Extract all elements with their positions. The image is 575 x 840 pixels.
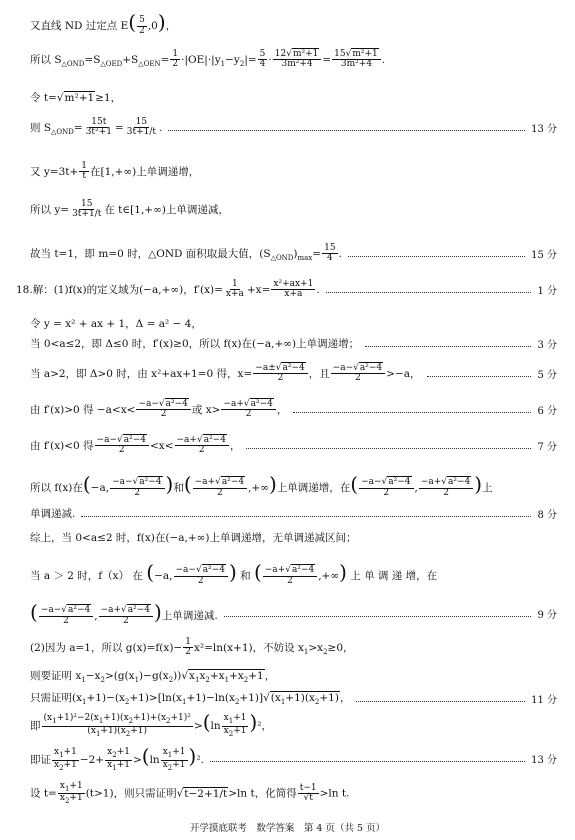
line-3-text: 令 t=√m²+1≥1， [30, 92, 122, 104]
leader-dots [326, 292, 532, 293]
score-3: 3 分 [537, 340, 557, 351]
line-24 [30, 782, 557, 805]
line-12-text: 由 f′(x)>0 得 −a<x< $\frac{\text{−a−√a²−4}}{2}$ 或 x> $\frac{\text{−a+√a²−4}}{2}$ ， [30, 399, 288, 420]
line-23-text: 即证 $\frac{x_1+1}{x_2+1}$ −2+ $\frac{x_2+1}{x_1+1}$ >(ln $\frac{x_1+1}{x_2+1}$ )². [30, 744, 204, 772]
line-5-text: 又 y=3t+ $\frac{1}{t}$ 在[1,+∞)上单调递增， [30, 161, 200, 182]
line-2-text: 所以 $S_{\triangle OND}=S_{\triangle OED}+S_{\triangle OEN}=$ $\frac{1}{2}$ $\cdot|OE|\cdot|y_1-y_2|=$ $\frac{5}{4}$ · $\frac{\text{12√m²+1}}{\text{3m²+4}}$ = $\frac{\text{15√m²+1}}{\text{3m²+4}}$ . [30, 49, 386, 70]
score-8: 8 分 [537, 510, 557, 521]
line-10-text: 当 0<a≤2，即 Δ≤0 时，f′(x)≥0，所以 f(x)在(−a,+∞)上单调递增； [30, 338, 360, 350]
line-20 [30, 668, 557, 684]
line-22 [30, 712, 557, 738]
leader-dots [168, 130, 525, 131]
line-11 [30, 364, 557, 384]
line-16-text: 综上，当 0<a≤2 时，f(x)在(−a,+∞)上单调递增，无单调递减区间； [30, 532, 357, 544]
leader-dots [293, 412, 531, 413]
line-13 [30, 436, 557, 456]
line-9 [30, 316, 557, 331]
line-17-text: 当 a ＞ 2 时，f（x） 在 (−a, $\frac{\text{−a−√a²−4}}{2}$ ) 和 ( $\frac{\text{−a+√a²−4}}{2}$ ,+∞) 上 单 调 递 增，在 [30, 560, 438, 586]
line-1-text: 又直线 ND 过定点 E( $\frac{5}{2}$ ,0)， [30, 10, 177, 36]
line-24-text: 设 t= $\frac{x_1+1}{x_2+1}$ (t>1)，则只需证明√t−2+1/t>ln t，化简得 $\frac{t-1}{√t}$ >ln t. [30, 781, 350, 805]
line-14-text: 所以 f(x)在(−a, $\frac{\text{−a−√a²−4}}{2}$ )和( $\frac{\text{−a+√a²−4}}{2}$ ,+∞)上单调递增，在( $\frac{\text{−a−√a²−4}}{2}$ , $\frac{\text{−a+√a²−4}}{2}$ )上 [30, 472, 493, 498]
leader-dots [224, 616, 532, 617]
line-4-text: 则 $S_{\triangle OND}=$ $\frac{15t}{\text{3t²+1}}$ = $\frac{15}{3t+1/t}$ . [30, 117, 163, 138]
line-8-text: 18.解：(1)f(x)的定义域为(−a,+∞)，f′(x)= $\frac{1}{x+a}$ +x= $\frac{\text{x²+ax+1}}{x+a}$ . [16, 279, 320, 300]
leader-dots [81, 516, 531, 517]
line-21 [30, 690, 557, 706]
leader-dots [348, 256, 525, 257]
line-6-text: 所以 y= $\frac{15}{3t+1/t}$ 在 t∈[1,+∞)上单调递减， [30, 199, 229, 220]
line-10 [30, 336, 557, 351]
line-15 [30, 506, 557, 521]
page-footer: 开学摸底联考 数学答案 第 4 页（共 5 页） [189, 823, 386, 834]
line-21-text: 只需证明$(x_1+1)-(x_2+1)>[\ln(x_1+1)-\ln(x_2+1)]√(x_1+1)(x_2+1)$， [30, 692, 351, 707]
line-2 [30, 50, 557, 70]
line-3 [30, 90, 557, 105]
line-6 [30, 200, 557, 220]
line-7 [30, 244, 557, 264]
line-5 [30, 162, 557, 182]
score-9: 9 分 [537, 610, 557, 622]
score-15: 15 分 [531, 250, 557, 262]
line-23 [30, 746, 557, 772]
leader-dots [365, 346, 531, 347]
line-19-text: (2)因为 a=1，所以 g(x)=f(x)− $\frac{1}{2}$ x²=ln(x+1)，不妨设 $x_1>x_2\ge 0$， [30, 637, 354, 658]
line-4 [30, 118, 557, 138]
line-14 [30, 474, 557, 498]
line-18 [30, 602, 557, 626]
line-20-text: 则要证明 $x_1-x_2>(g(x_1)-g(x_2))√x_1x_2+x_1+x_2+1$， [30, 670, 276, 685]
score-7: 7 分 [537, 442, 557, 454]
line-8 [16, 280, 557, 300]
line-1 [30, 12, 557, 36]
score-11: 11 分 [531, 694, 557, 706]
line-13-text: 由 f′(x)<0 得 $\frac{\text{−a−√a²−4}}{2}$ <x< $\frac{\text{−a+√a²−4}}{2}$ ， [30, 435, 241, 456]
score-5: 5 分 [537, 370, 557, 382]
line-17 [30, 562, 557, 586]
line-22-text: 即 $\frac{(x_1+1)^2-2(x_1+1)(x_2+1)+(x_2+1)^2}{(x_1+1)(x_2+1)}$ >(ln $\frac{x_1+1}{x_2+1}$ )²， [30, 710, 272, 738]
score-13: 13 分 [531, 124, 557, 136]
line-9-text: 令 y = x² + ax + 1，Δ = a² − 4， [30, 318, 202, 330]
line-7-text: 故当 t=1，即 m=0 时，△OND 面积取最大值，$(S_{\triangle OND})_{max}=$ $\frac{15}{4}$ . [30, 243, 342, 264]
line-18-text: ( $\frac{\text{−a−√a²−4}}{2}$ , $\frac{\text{−a+√a²−4}}{2}$ )上单调递减. [30, 600, 218, 626]
leader-dots [356, 701, 525, 702]
leader-dots [246, 448, 531, 449]
score-6: 6 分 [537, 406, 557, 418]
leader-dots [427, 376, 532, 377]
leader-dots [210, 761, 525, 762]
line-15-text: 单调递减. [30, 508, 76, 520]
line-19 [30, 638, 557, 658]
score-13b: 13 分 [531, 755, 557, 767]
score-1: 1 分 [537, 286, 557, 298]
line-16 [30, 530, 557, 545]
line-11-text: 当 a>2，即 Δ>0 时，由 x²+ax+1=0 得，x= $\frac{\text{−a±√a²−4}}{2}$ ，且 $\frac{\text{−a−√a²−4}}{2}$ >−a， [30, 363, 421, 384]
line-12 [30, 400, 557, 420]
